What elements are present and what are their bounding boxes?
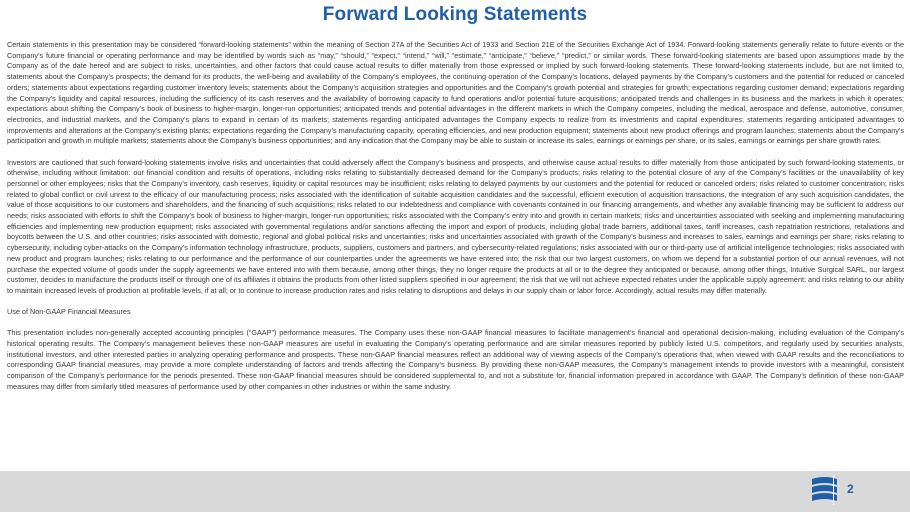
- risk-factors-paragraph: Investors are cautioned that such forward-looking statements involve risks and uncertainties that could adversely affect the Company’s business and prospects, and otherwise cause actual results to differ materially from those anticipated by such forward-looking statements, or otherwise, including without limitation: our financial condition and results of operations, including risks relating to substantially decreased demand for the Company’s products; risks relating to the potential closure of any of the Company’s facilities or the unavailability of key personnel or other employees; risks that the Company’s inventory, cash reserves, liquidity or capital resources may be insufficient; risks relating to delayed payments by our customers and the potential for reduced or canceled orders; risks related to customer concentration; risks related to global conflict or civil unrest to the efficacy of our manufacturing process; risks associated with the identification of suitable acquisition candidates and the successful, efficient execution of acquisition transactions, the integration of any such acquisition candidates, the value of those acquisitions to our customers and shareholders, and the financing of such acquisitions; risks related to our indebtedness and compliance with covenants contained in our financing arrangements, and whether any available financing may be sufficient to address our needs; risks associated with efforts to shift the Company’s book of business to higher-margin, longer-run opportunities; risks associated with the Company’s entry into and growth in certain markets; risks and uncertainties associated with seeking and implementing manufacturing efficiencies and implementing new production equipment; risks associated with governmental regulations and/or sanctions affecting the import and export of products, including global trade barriers, additional taxes, tariff increases, cash repatriation restrictions, retaliations and boycotts between the U.S. and other countries; risks associated with domestic, regional and global political risks and uncertainties; risks and uncertainties associated with growth of the Company’s business and increases to sales, earnings and earnings per share; risks relating to cybersecurity, including cyber-attacks on the Company’s information technology infrastructure, products, suppliers, customers and partners, and cybersecurity-related regulations; risks associated with our or third-party use of artificial intelligence technologies; risks associated with new product and program launches; risks relating to our performance and the performance of our counterparties under the agreements we have entered into; the risk that our two largest customers, on whom we depend for a substantial portion of our annual revenues, will not purchase the expected volume of goods under the supply agreements we have entered into with them because, among other things, they no longer require the products at all or to the degree they anticipated or because, among other things, Intuitive Surgical SARL, our largest customer, decides to manufacture the products itself or through one of its affiliates it obtains the products from other listed suppliers specified in our agreement; the risk that we will not achieve expected rebates under the applicable supply agreement; and risks relating to our ability to maintain increased levels of production at profitable levels, if at all; or to continue to increase production rates and risks relating to disruptions and delays in our supply chain or labor force. Accordingly, actual results may differ materially.: [7, 157, 904, 295]
- footer-divider: [833, 475, 834, 505]
- document-body: [7, 40, 904, 403]
- footer-bar: [0, 471, 910, 512]
- page-number: 2: [847, 482, 854, 496]
- forward-looking-paragraph: Certain statements in this presentation may be considered “forward-looking statements” within the meaning of Section 27A of the Securities Act of 1933 and Section 21E of the Securities Exchange Act of 1934. Forward-looking statements generally relate to future events or the Company’s future financial or operating performance and may be identified by words such as “may,” “should,” “expect,” “intend,” “will,” “estimate,” “anticipate,” “believe,” “predict,” or similar words. These forward-looking statements are based upon assumptions made by the Company as of the date hereof and are subject to risks, uncertainties, and other factors that could cause actual results to differ materially from those expressed or implied by such forward-looking statements. These forward-looking statements include, but are not limited to, statements about the Company’s prospects; the demand for its products, the well-being and availability of the Company’s employees, the continuing operation of the Company’s locations, delayed payments by the Company’s customers and the potential for reduced or canceled orders; statements about expectations regarding customer inventory levels; statements about the Company’s acquisition strategies and opportunities and the Company’s growth potential and strategies for growth; expectations regarding customer demand; expectations regarding the Company’s liquidity and capital resources, including the sufficiency of its cash reserves and the availability of borrowing capacity to fund operations and/or potential future acquisitions; anticipated trends and challenges in its business and the markets in which it operates; expectations about shifting the Company’s book of business to higher-margin, longer-run opportunities; anticipated trends and potential advantages in the different markets in which the Company competes, including the medical, aerospace and defense, automotive, consumer, electronics, and industrial markets, and the Company’s plans to expand in certain of its markets; statements regarding anticipated advantages the Company expects to realize from its investments and capital expenditures; statements regarding anticipated advantages to improvements and alterations at the Company’s existing plants; expectations regarding the Company’s manufacturing capacity, operating efficiencies, and new production equipment; statements about new product offerings and program launches; statements about the Company’s participation and growth in multiple markets; statements about the Company’s business opportunities; and any indication that the Company may be able to sustain or increase its sales, earnings or earnings per share, or its sales, earnings or earnings per share growth rates.: [7, 40, 904, 146]
- non-gaap-heading: Use of Non-GAAP Financial Measures: [7, 307, 131, 317]
- page-title: Forward Looking Statements: [322, 4, 588, 25]
- non-gaap-paragraph: This presentation includes non-generally accepted accounting principles (“GAAP”) performance measures. The Company uses these non-GAAP financial measures to facilitate management’s financial and operational decision-making, including evaluation of the Company’s historical operating results. The Company’s management believes these non-GAAP measures are useful in evaluating the Company’s operating performance and are similar measures reported by publicly listed U.S. competitors, and regularly used by securities analysts, institutional investors, and other interested parties in analyzing operating performance and prospects. These non-GAAP financial measures reflect an additional way of viewing aspects of the Company’s operations that, when viewed with GAAP results and the reconciliations to corresponding GAAP financial measures, may provide a more complete understanding of factors and trends affecting the Company’s business. By providing these non-GAAP measures, the Company’s management intends to provide investors with a meaningful, consistent comparison of the Company’s performance for the periods presented. These non-GAAP financial measures should be considered supplemental to, and not a substitute for, financial information prepared in accordance with GAAP. The Company’s definition of these non-GAAP measures may differ from similarly titled measures of performance used by other companies in other industries or within the same industry.: [7, 328, 904, 391]
